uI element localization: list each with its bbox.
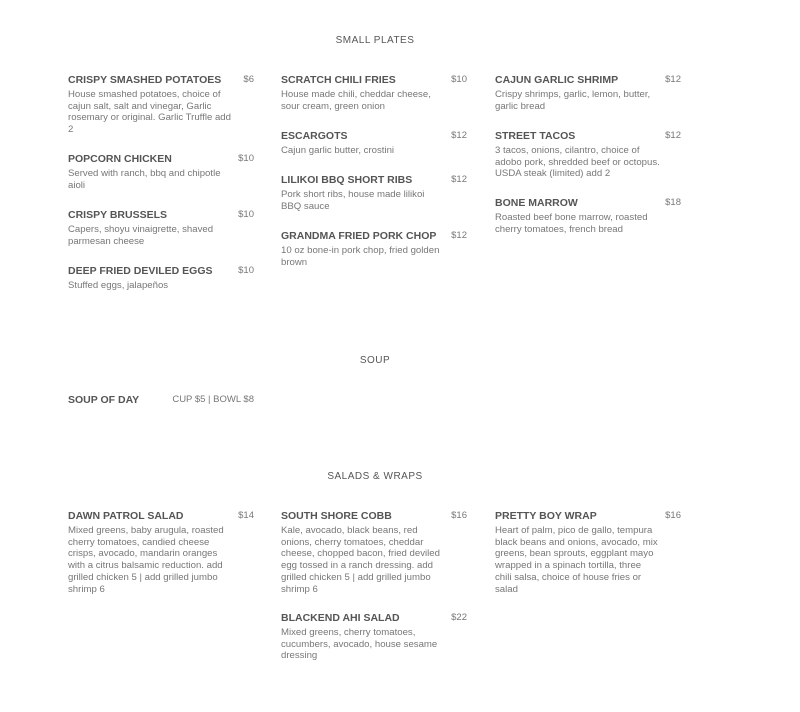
- item-name: CRISPY SMASHED POTATOES: [68, 74, 222, 86]
- item-description: Capers, shoyu vinaigrette, shaved parmesan cheese: [68, 224, 214, 247]
- item-price: $18: [665, 197, 681, 208]
- item-price: $12: [451, 130, 467, 141]
- item-name: CAJUN GARLIC SHRIMP: [495, 74, 619, 86]
- item-price: $10: [451, 74, 467, 85]
- item-name: SCRATCH CHILI FRIES: [281, 74, 396, 86]
- item-price: $12: [451, 174, 467, 185]
- salads-column-3: [495, 509, 681, 595]
- menu-item: [281, 73, 467, 129]
- item-name: DEEP FRIED DEVILED EGGS: [68, 265, 213, 277]
- item-price: $10: [238, 265, 254, 276]
- menu-item: [281, 611, 467, 662]
- small-plates-column-1: [68, 73, 254, 292]
- item-name: GRANDMA FRIED PORK CHOP: [281, 230, 437, 242]
- item-price: $10: [238, 153, 254, 164]
- menu-item: [68, 509, 254, 595]
- section-title-salads-wraps: SALADS & WRAPS: [327, 471, 423, 482]
- item-price: $14: [238, 510, 254, 521]
- item-name: ESCARGOTS: [281, 130, 348, 142]
- menu-item: [495, 73, 681, 129]
- item-name: LILIKOI BBQ SHORT RIBS: [281, 174, 413, 186]
- item-price: $10: [238, 209, 254, 220]
- soup-item: [68, 393, 254, 407]
- item-description: Mixed greens, baby arugula, roasted cherry tomatoes, candied cheese crisps, avocado, mandarin oranges with a citrus balsamic reduction. add grilled chicken 5 | add grilled jumbo shrimp 6: [68, 525, 224, 595]
- item-description: 10 oz bone-in pork chop, fried golden brown: [281, 245, 440, 268]
- menu-item: [495, 196, 681, 235]
- item-name: POPCORN CHICKEN: [68, 153, 172, 165]
- item-name: SOUP OF DAY: [68, 394, 140, 406]
- menu-item: [68, 264, 254, 292]
- item-name: SOUTH SHORE COBB: [281, 510, 392, 522]
- item-description: House smashed potatoes, choice of cajun salt, salt and vinegar, Garlic rosemary or original. Garlic Truffle add 2: [68, 89, 231, 136]
- item-name: STREET TACOS: [495, 130, 576, 142]
- item-price: $16: [665, 510, 681, 521]
- section-title-small-plates: SMALL PLATES: [335, 35, 415, 46]
- item-name: BLACKEND AHI SALAD: [281, 612, 400, 624]
- menu-item: [68, 73, 254, 152]
- menu-item: [68, 152, 254, 208]
- section-title-soup: SOUP: [359, 355, 391, 366]
- menu-item: [281, 229, 467, 268]
- menu-item: [495, 129, 681, 196]
- item-description: Cajun garlic butter, crostini: [281, 145, 395, 156]
- item-name: DAWN PATROL SALAD: [68, 510, 184, 522]
- menu-item: [281, 173, 467, 229]
- menu-item: [68, 208, 254, 264]
- item-description: Heart of palm, pico de gallo, tempura black beans and onions, avocado, mix greens, bean sprouts, eggplant mayo wrapped in a spinach tortilla, three chili salsa, choice of house fries or salad: [495, 525, 658, 595]
- item-description: Kale, avocado, black beans, red onions, cherry tomatoes, cheddar cheese, chopped bacon, fried deviled egg tossed in a ranch dressing. add grilled chicken 5 | add grilled jumbo shrimp 6: [281, 525, 440, 595]
- item-name: CRISPY BRUSSELS: [68, 209, 167, 221]
- item-price: $16: [451, 510, 467, 521]
- item-description: House made chili, cheddar cheese, sour cream, green onion: [281, 89, 431, 112]
- salads-column-2: [281, 509, 467, 662]
- small-plates-column-2: [281, 73, 467, 268]
- item-name: BONE MARROW: [495, 197, 578, 209]
- menu-item: [281, 509, 467, 611]
- item-description: Mixed greens, cherry tomatoes, cucumbers, avocado, house sesame dressing: [281, 627, 438, 662]
- item-description: 3 tacos, onions, cilantro, choice of adobo pork, shredded beef or octopus. USDA steak (limited) add 2: [495, 145, 660, 180]
- salads-column-1: [68, 509, 254, 595]
- menu-item: [281, 129, 467, 173]
- item-price: $12: [451, 230, 467, 241]
- item-name: PRETTY BOY WRAP: [495, 510, 597, 522]
- item-description: Stuffed eggs, jalapeños: [68, 280, 169, 291]
- item-price: $6: [243, 74, 254, 85]
- small-plates-column-3: [495, 73, 681, 235]
- item-price: $12: [665, 130, 681, 141]
- item-price: $12: [665, 74, 681, 85]
- item-description: Pork short ribs, house made lilikoi BBQ sauce: [281, 189, 425, 212]
- item-price: $22: [451, 612, 467, 623]
- item-description: Crispy shrimps, garlic, lemon, butter, garlic bread: [495, 89, 651, 112]
- item-description: Served with ranch, bbq and chipotle aioli: [68, 168, 221, 191]
- item-description: Roasted beef bone marrow, roasted cherry tomatoes, french bread: [495, 212, 648, 235]
- item-price: CUP $5 | BOWL $8: [172, 394, 254, 405]
- menu-item: [495, 509, 681, 595]
